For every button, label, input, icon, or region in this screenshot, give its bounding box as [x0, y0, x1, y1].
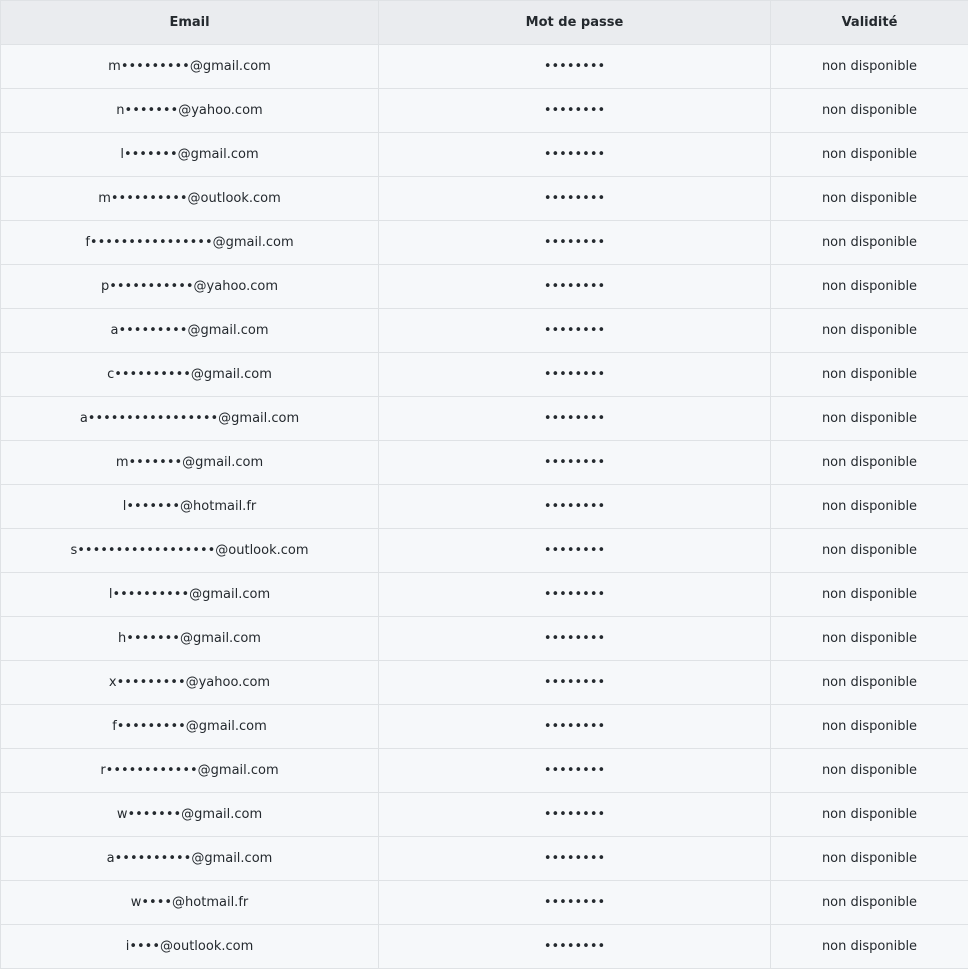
password-cell: ••••••••	[379, 309, 771, 353]
email-cell: f••••••••••••••••@gmail.com	[1, 221, 379, 265]
email-cell: c••••••••••@gmail.com	[1, 353, 379, 397]
email-cell: p•••••••••••@yahoo.com	[1, 265, 379, 309]
password-cell: ••••••••	[379, 529, 771, 573]
validity-cell: non disponible	[771, 573, 968, 617]
email-cell: a•••••••••••••••••@gmail.com	[1, 397, 379, 441]
password-cell: ••••••••	[379, 793, 771, 837]
table-row	[1, 89, 968, 133]
password-cell: ••••••••	[379, 837, 771, 881]
table-row	[1, 265, 968, 309]
table-row	[1, 45, 968, 89]
validity-cell: non disponible	[771, 441, 968, 485]
validity-cell: non disponible	[771, 705, 968, 749]
validity-cell: non disponible	[771, 309, 968, 353]
validity-cell: non disponible	[771, 353, 968, 397]
table-row	[1, 881, 968, 925]
validity-cell: non disponible	[771, 617, 968, 661]
table-row	[1, 397, 968, 441]
password-cell: ••••••••	[379, 353, 771, 397]
email-cell: i••••@outlook.com	[1, 925, 379, 969]
password-cell: ••••••••	[379, 705, 771, 749]
table-header-row	[1, 1, 968, 45]
email-cell: l•••••••@gmail.com	[1, 133, 379, 177]
table-row	[1, 353, 968, 397]
table-row	[1, 309, 968, 353]
email-cell: s••••••••••••••••••@outlook.com	[1, 529, 379, 573]
password-cell: ••••••••	[379, 221, 771, 265]
password-cell: ••••••••	[379, 661, 771, 705]
table-row	[1, 133, 968, 177]
password-cell: ••••••••	[379, 749, 771, 793]
email-cell: n•••••••@yahoo.com	[1, 89, 379, 133]
password-cell: ••••••••	[379, 45, 771, 89]
email-cell: a•••••••••@gmail.com	[1, 309, 379, 353]
email-cell: r••••••••••••@gmail.com	[1, 749, 379, 793]
password-cell: ••••••••	[379, 89, 771, 133]
email-cell: l•••••••@hotmail.fr	[1, 485, 379, 529]
password-cell: ••••••••	[379, 265, 771, 309]
email-cell: m•••••••••@gmail.com	[1, 45, 379, 89]
password-cell: ••••••••	[379, 397, 771, 441]
table-row	[1, 573, 968, 617]
header-email: Email	[1, 1, 379, 45]
validity-cell: non disponible	[771, 221, 968, 265]
header-password: Mot de passe	[379, 1, 771, 45]
validity-cell: non disponible	[771, 89, 968, 133]
table-row	[1, 925, 968, 969]
table-row	[1, 485, 968, 529]
validity-cell: non disponible	[771, 529, 968, 573]
validity-cell: non disponible	[771, 837, 968, 881]
validity-cell: non disponible	[771, 485, 968, 529]
validity-cell: non disponible	[771, 925, 968, 969]
email-cell: a••••••••••@gmail.com	[1, 837, 379, 881]
table-row	[1, 793, 968, 837]
password-cell: ••••••••	[379, 573, 771, 617]
table-row	[1, 177, 968, 221]
validity-cell: non disponible	[771, 661, 968, 705]
email-cell: x•••••••••@yahoo.com	[1, 661, 379, 705]
password-cell: ••••••••	[379, 925, 771, 969]
email-cell: f•••••••••@gmail.com	[1, 705, 379, 749]
validity-cell: non disponible	[771, 265, 968, 309]
table-row	[1, 221, 968, 265]
password-cell: ••••••••	[379, 441, 771, 485]
validity-cell: non disponible	[771, 881, 968, 925]
email-cell: m•••••••@gmail.com	[1, 441, 379, 485]
email-cell: m••••••••••@outlook.com	[1, 177, 379, 221]
email-cell: w••••@hotmail.fr	[1, 881, 379, 925]
table-row	[1, 837, 968, 881]
password-cell: ••••••••	[379, 177, 771, 221]
table-row	[1, 441, 968, 485]
table-row	[1, 749, 968, 793]
password-cell: ••••••••	[379, 133, 771, 177]
validity-cell: non disponible	[771, 397, 968, 441]
validity-cell: non disponible	[771, 793, 968, 837]
header-validity: Validité	[771, 1, 968, 45]
password-cell: ••••••••	[379, 881, 771, 925]
table-row	[1, 705, 968, 749]
validity-cell: non disponible	[771, 45, 968, 89]
table-row	[1, 661, 968, 705]
email-cell: w•••••••@gmail.com	[1, 793, 379, 837]
email-cell: l••••••••••@gmail.com	[1, 573, 379, 617]
validity-cell: non disponible	[771, 177, 968, 221]
password-cell: ••••••••	[379, 485, 771, 529]
table-row	[1, 617, 968, 661]
table-row	[1, 529, 968, 573]
validity-cell: non disponible	[771, 749, 968, 793]
password-cell: ••••••••	[379, 617, 771, 661]
email-cell: h•••••••@gmail.com	[1, 617, 379, 661]
validity-cell: non disponible	[771, 133, 968, 177]
